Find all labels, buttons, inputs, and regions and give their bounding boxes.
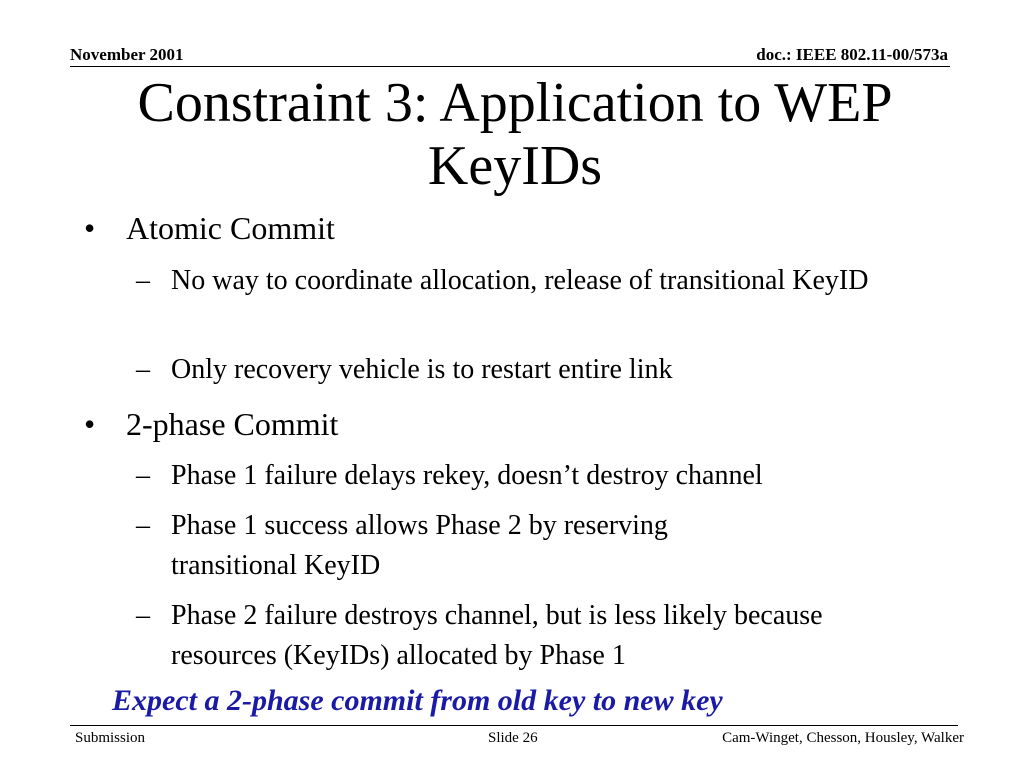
sub-bullet-text: No way to coordinate allocation, release of transitional KeyID	[171, 265, 869, 296]
bullet-marker: •	[84, 406, 96, 442]
slide-title: Constraint 3: Application to WEP KeyIDs	[137, 72, 893, 197]
emphasis-callout: Expect a 2-phase commit from old key to new key	[112, 684, 723, 717]
dash-marker: –	[136, 265, 150, 296]
sub-bullet-text: Phase 1 success allows Phase 2 by reserving transitional KeyID	[171, 510, 668, 581]
header-doc-id: doc.: IEEE 802.11-00/573a	[756, 45, 948, 64]
dash-marker: –	[136, 354, 150, 385]
sub-bullet-text: Only recovery vehicle is to restart entire link	[171, 354, 673, 385]
sub-bullet-text: Phase 1 failure delays rekey, doesn’t destroy channel	[171, 460, 763, 491]
bullet-text: Atomic Commit	[126, 210, 335, 246]
header-rule	[70, 66, 950, 67]
dash-marker: –	[136, 600, 150, 631]
dash-marker: –	[136, 460, 150, 491]
header-date: November 2001	[70, 45, 184, 64]
bullet-marker: •	[84, 210, 96, 246]
bullet-text: 2-phase Commit	[126, 406, 339, 442]
footer-submission: Submission	[75, 730, 146, 746]
footer-slide-number: Slide 26	[488, 730, 538, 746]
footer-authors: Cam-Winget, Chesson, Housley, Walker	[722, 730, 964, 746]
sub-bullet-text: Phase 2 failure destroys channel, but is less likely because resources (KeyIDs) allocated by Phase 1	[171, 600, 823, 671]
dash-marker: –	[136, 510, 150, 541]
footer-rule	[70, 725, 958, 726]
